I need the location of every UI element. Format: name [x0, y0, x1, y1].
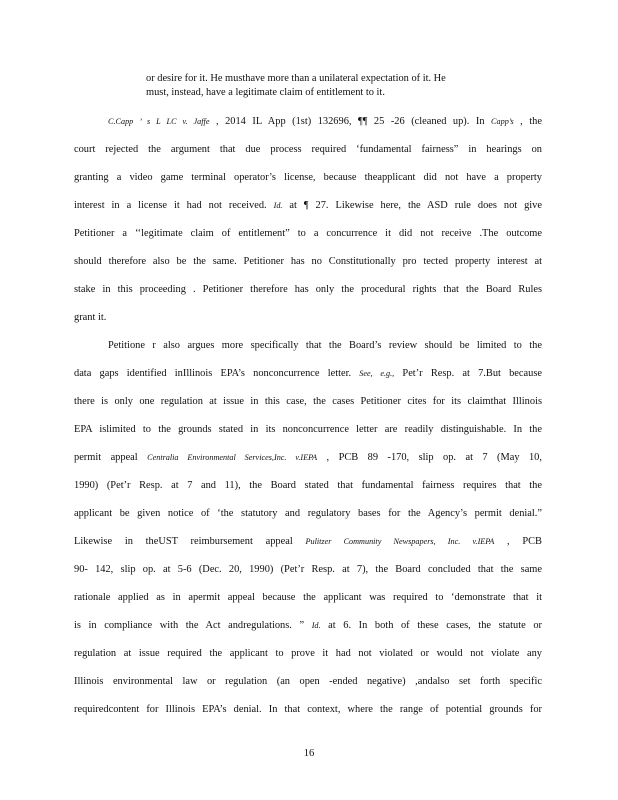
- case-citation: Centralia Environmental Services,Inc. v.IEPA: [147, 453, 318, 462]
- paragraph-line: regulation at issue required the applicant to prove it had not violated or would not violate any: [74, 648, 542, 659]
- paragraph-line: [74, 536, 542, 547]
- paragraph-line: 1990) (Pet’r Resp. at 7 and 11), the Board stated that fundamental fairness requires that the: [74, 480, 542, 491]
- paragraph-line: applicant be given notice of ‘the statutory and regulatory bases for the Agency’s permit denial.”: [74, 508, 542, 519]
- paragraph-line: 90- 142, slip op. at 5-6 (Dec. 20, 1990) (Pet’r Resp. at 7), the Board concluded that the same: [74, 564, 542, 575]
- text-run: permit appeal: [74, 452, 148, 463]
- paragraph-line: rationale applied as in apermit appeal because the applicant was required to ‘demonstrate that it: [74, 592, 542, 603]
- case-citation: See, e.g.,: [359, 369, 395, 378]
- text-run: Pet’r Resp. at 7.But because: [394, 368, 542, 379]
- paragraph-line: there is only one regulation at issue in this case, the cases Petitioner cites for its claimthat Illinois: [74, 396, 542, 407]
- text-run: Likewise in theUST reimbursement appeal: [74, 536, 306, 547]
- paragraph-line: [74, 452, 542, 463]
- text-run: at 6. In both of these cases, the statute or: [320, 620, 542, 631]
- text-run: at ¶ 27. Likewise here, the ASD rule does not give: [282, 200, 542, 211]
- paragraph-line: requiredcontent for Illinois EPA’s denial. In that context, where the range of potential grounds for: [74, 704, 542, 715]
- text-run: , the: [513, 116, 542, 127]
- text-run: , 2014 IL App (1st) 132696, ¶¶ 25 -26 (cleaned up). In: [209, 116, 492, 127]
- paragraph-line: [74, 620, 542, 631]
- quote-line: or desire for it. He musthave more than a unilateral expectation of it. He: [146, 73, 446, 84]
- paragraph-line: [74, 200, 542, 211]
- text-run: data gaps identified inIllinois EPA’s nonconcurrence letter.: [74, 368, 360, 379]
- case-citation: Id.: [311, 621, 321, 630]
- paragraph-line: grant it.: [74, 312, 107, 323]
- paragraph-line: [108, 116, 542, 127]
- paragraph-line: court rejected the argument that due process required ‘fundamental fairness” in hearings on: [74, 144, 542, 155]
- block-quote: [146, 72, 506, 100]
- paragraph-line: Petitioner a ‘‘legitimate claim of entitlement” to a concurrence it did not receive .The outcome: [74, 228, 542, 239]
- case-citation: Id.: [273, 201, 283, 210]
- text-run: is in compliance with the Act andregulations. ”: [74, 620, 312, 631]
- page-number: 16: [303, 748, 315, 759]
- paragraph-line: should therefore also be the same. Petitioner has no Constitutionally pro tected property interest at: [74, 256, 542, 267]
- paragraph-line: Illinois environmental law or regulation (an open -ended negative) ,andalso set forth specific: [74, 676, 542, 687]
- case-citation: Pulitzer Community Newspapers, Inc. v.IEPA: [305, 537, 495, 546]
- paragraph-line: EPA islimited to the grounds stated in its nonconcurrence letter are readily distinguishable. In the: [74, 424, 542, 435]
- paragraph-line: granting a video game terminal operator’s license, because theapplicant did not have a property: [74, 172, 542, 183]
- text-run: , PCB 89 -170, slip op. at 7 (May 10,: [317, 452, 542, 463]
- paragraph-line: stake in this proceeding . Petitioner therefore has only the procedural rights that the Board Rules: [74, 284, 542, 295]
- paragraph-line: [74, 368, 542, 379]
- case-citation: Capp’s: [491, 117, 514, 126]
- text-run: , PCB: [494, 536, 542, 547]
- paragraph-line: Petitione r also argues more specifically that the Board’s review should be limited to the: [108, 340, 542, 351]
- quote-line: must, instead, have a legitimate claim of entitlement to it.: [146, 87, 385, 98]
- text-run: interest in a license it had not received.: [74, 200, 274, 211]
- case-citation: C.Capp ’ s L LC v. Jaffe: [108, 117, 210, 126]
